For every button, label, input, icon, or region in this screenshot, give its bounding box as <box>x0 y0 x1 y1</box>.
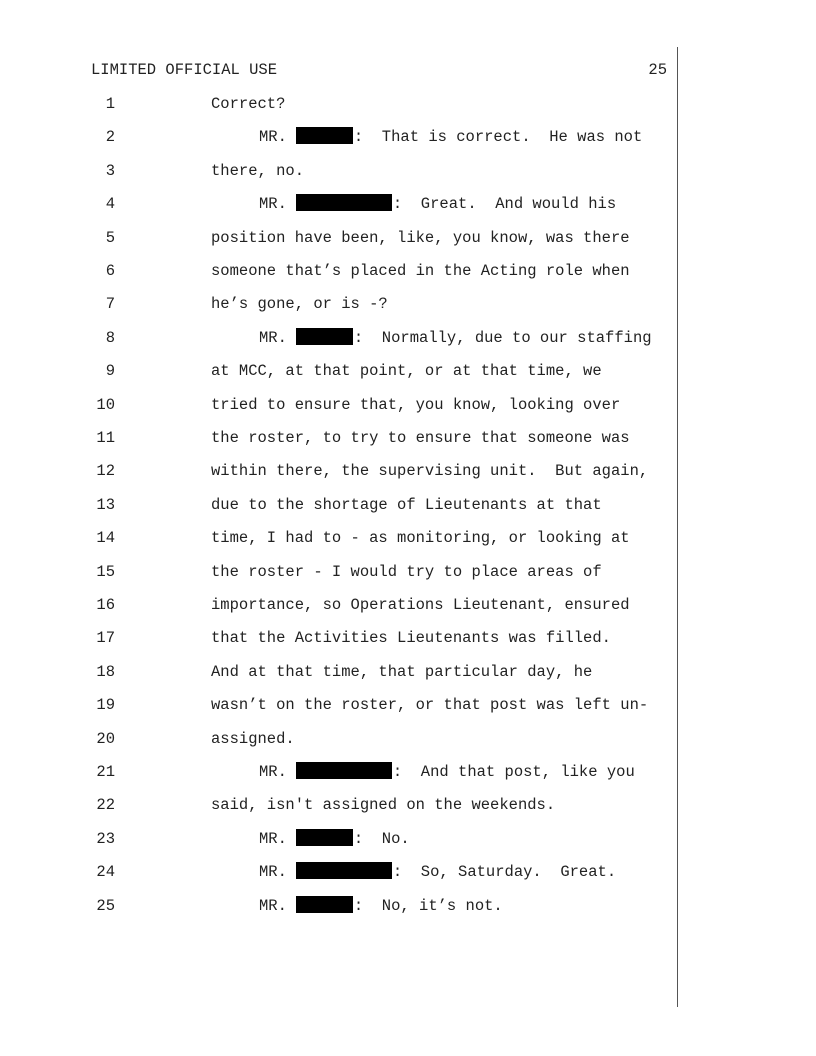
redacted-name <box>296 829 353 846</box>
line-number: 25 <box>96 896 115 915</box>
line-number: 11 <box>96 429 115 447</box>
line-text <box>211 360 602 382</box>
transcript-line <box>0 594 816 616</box>
line-text <box>211 794 555 816</box>
spoken-text: due to the shortage of Lieutenants at that <box>211 495 602 514</box>
spoken-text: the roster - I would try to place areas of <box>211 562 602 581</box>
speaker-turn <box>259 126 642 148</box>
line-number: 4 <box>105 195 115 214</box>
transcript-line <box>0 93 816 115</box>
line-number: 20 <box>96 729 115 748</box>
line-number: 19 <box>96 696 115 715</box>
spoken-text: he’s gone, or is -? <box>211 295 388 314</box>
speaker-turn <box>259 828 410 850</box>
line-number: 1 <box>105 95 115 113</box>
line-text <box>211 460 648 482</box>
line-text <box>211 160 304 182</box>
spoken-text: importance, so Operations Lieutenant, ensured <box>211 596 630 614</box>
redacted-name <box>296 127 353 144</box>
line-number: 18 <box>96 662 115 681</box>
spoken-text: the roster, to try to ensure that someone was <box>211 429 630 447</box>
page-header <box>91 61 667 81</box>
line-number: 5 <box>105 228 115 247</box>
line-text <box>211 427 630 449</box>
transcript-line <box>0 360 816 382</box>
speaker-turn <box>259 327 652 349</box>
spoken-text: said, isn't assigned on the weekends. <box>211 796 556 815</box>
line-text <box>211 394 620 416</box>
spoken-text: : That is correct. He was not <box>353 128 643 147</box>
line-number: 17 <box>96 629 115 648</box>
spoken-text: within there, the supervising unit. But again, <box>211 462 649 481</box>
line-number: 3 <box>105 161 115 180</box>
speaker-label: MR. <box>259 829 287 848</box>
redacted-name <box>296 862 392 879</box>
transcript-line <box>0 661 816 683</box>
transcript-line <box>0 160 816 182</box>
transcript-line <box>0 460 816 482</box>
line-text <box>211 227 630 249</box>
spoken-text: : Great. And would his <box>392 195 617 214</box>
transcript-line <box>0 694 816 716</box>
line-text <box>211 594 630 616</box>
transcript-line <box>0 394 816 416</box>
spoken-text: at MCC, at that point, or at that time, we <box>211 362 602 381</box>
transcript-line <box>0 761 816 783</box>
line-text <box>211 661 592 683</box>
transcript-line <box>0 627 816 649</box>
line-number: 22 <box>96 796 115 815</box>
line-number: 10 <box>96 395 115 414</box>
spoken-text: Correct? <box>211 95 286 113</box>
line-number: 24 <box>96 863 115 882</box>
speaker-turn <box>259 861 616 883</box>
spoken-text: : So, Saturday. Great. <box>392 863 617 882</box>
line-text <box>211 93 285 115</box>
line-number: 15 <box>96 562 115 581</box>
page-number: 25 <box>648 61 667 79</box>
spoken-text: that the Activities Lieutenants was filled. <box>211 629 611 648</box>
spoken-text: time, I had to - as monitoring, or looking at <box>211 529 630 548</box>
transcript-line <box>0 293 816 315</box>
line-text <box>211 694 648 716</box>
redacted-name <box>296 328 353 345</box>
transcript-line <box>0 895 816 917</box>
speaker-label: MR. <box>259 128 287 147</box>
line-number: 2 <box>105 128 115 147</box>
spoken-text: : Normally, due to our staffing <box>353 328 652 347</box>
spoken-text: position have been, like, you know, was there <box>211 228 630 247</box>
transcript-line <box>0 427 816 449</box>
transcript-line <box>0 728 816 750</box>
line-number: 23 <box>96 829 115 848</box>
transcript-line <box>0 794 816 816</box>
transcript-line <box>0 527 816 549</box>
line-text <box>211 260 630 282</box>
transcript-line <box>0 327 816 349</box>
line-number: 12 <box>96 462 115 481</box>
line-text <box>211 527 630 549</box>
classification-marking: LIMITED OFFICIAL USE <box>91 61 278 79</box>
line-number: 7 <box>105 295 115 314</box>
transcript-line <box>0 260 816 282</box>
spoken-text: : No, it’s not. <box>353 896 503 915</box>
transcript-line <box>0 828 816 850</box>
redacted-name <box>296 194 392 211</box>
line-number: 14 <box>96 529 115 548</box>
spoken-text: And at that time, that particular day, he <box>211 662 593 681</box>
speaker-label: MR. <box>259 328 287 347</box>
redacted-name <box>296 762 392 779</box>
line-text <box>211 561 602 583</box>
line-number: 13 <box>96 495 115 514</box>
line-number: 16 <box>96 596 115 614</box>
spoken-text: wasn’t on the roster, or that post was left un- <box>211 696 649 715</box>
transcript-line <box>0 227 816 249</box>
transcript-line <box>0 494 816 516</box>
transcript-line <box>0 861 816 883</box>
line-number: 21 <box>96 763 115 781</box>
transcript-line <box>0 561 816 583</box>
speaker-turn <box>259 761 635 783</box>
transcript-line <box>0 193 816 215</box>
spoken-text: assigned. <box>211 729 295 748</box>
speaker-turn <box>259 193 616 215</box>
line-number: 8 <box>105 328 115 347</box>
line-text <box>211 728 295 750</box>
line-text <box>211 627 611 649</box>
speaker-label: MR. <box>259 763 287 781</box>
speaker-turn <box>259 895 503 917</box>
line-text <box>211 494 602 516</box>
spoken-text: : And that post, like you <box>392 763 635 781</box>
spoken-text: : No. <box>353 829 410 848</box>
redacted-name <box>296 896 353 913</box>
transcript-line <box>0 126 816 148</box>
spoken-text: there, no. <box>211 161 305 180</box>
line-number: 9 <box>105 362 115 381</box>
speaker-label: MR. <box>259 896 287 915</box>
line-text <box>211 293 388 315</box>
speaker-label: MR. <box>259 863 287 882</box>
speaker-label: MR. <box>259 195 287 214</box>
line-number: 6 <box>105 262 115 280</box>
spoken-text: tried to ensure that, you know, looking over <box>211 395 621 414</box>
spoken-text: someone that’s placed in the Acting role when <box>211 262 630 280</box>
